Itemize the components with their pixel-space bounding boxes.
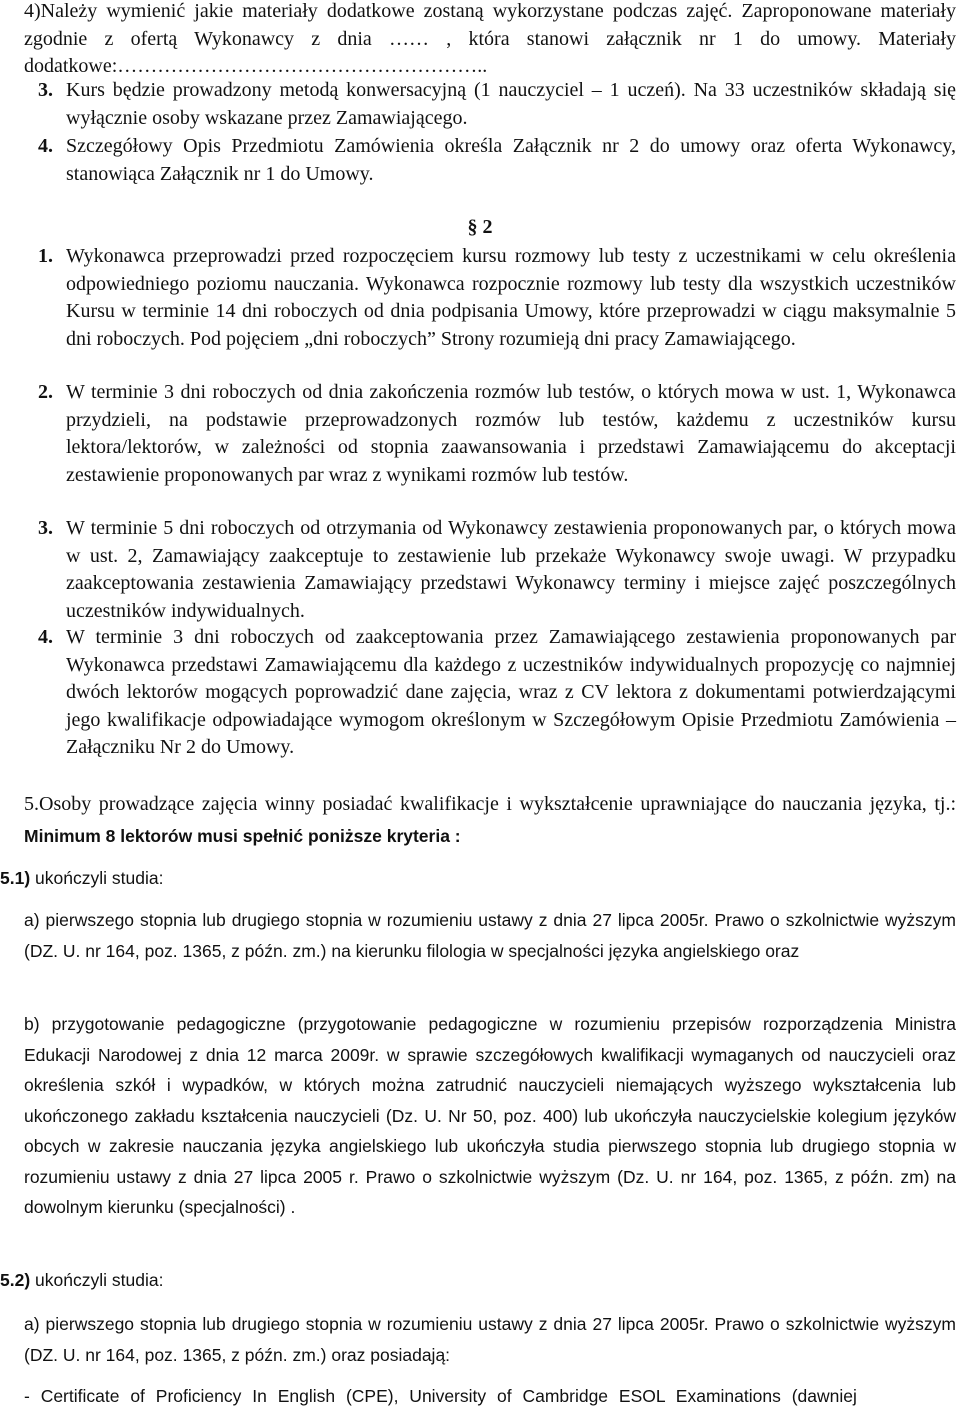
subsection-number: 5.1): [0, 868, 31, 888]
item-text: Osoby prowadzące zajęcia winny posiadać kwalifikacje i wykształcenie uprawniające do nauczania języka, tj.:: [39, 793, 956, 815]
subsection-5-1-heading: [0, 863, 163, 894]
item-number: 1.: [38, 245, 53, 267]
subsection-5-2-a: a) pierwszego stopnia lub drugiego stopnia w rozumieniu ustawy z dnia 27 lipca 2005r. Prawo o szkolnictwie wyższym (DZ. U. nr 164, poz. 1365, z późn. zm.) oraz posiadają:: [24, 1314, 956, 1365]
item-number: 4.: [38, 626, 53, 648]
subsection-label: ukończyli studia:: [35, 868, 164, 888]
subsection-label: ukończyli studia:: [35, 1270, 164, 1290]
materials-paragraph: 4)Należy wymienić jakie materiały dodatkowe zostaną wykorzystane podczas zajęć. Zaproponowane materiały zgodnie z ofertą Wykonawcy z dnia …… , która stanowi załącznik nr 1 do umowy. Materiały dodatkowe:………………………………………………..: [24, 0, 956, 77]
subsection-5-1-b: b) przygotowanie pedagogiczne (przygotowanie pedagogiczne w rozumieniu przepisów rozporządzenia Ministra Edukacji Narodowej z dnia 12 marca 2009r. w sprawie szczegółowych kwalifikacji wymaganych od nauczycieli oraz określenia szkół i wypadków, w których można zatrudnić nauczycieli niemających wyższego wykształcenia lub ukończonego zakładu kształcenia nauczycieli (Dz. U. Nr 50, poz. 400) lub ukończyła nauczycielskie kolegium języków obcych w zakresie nauczania języka angielskiego lub ukończyła studia pierwszego stopnia lub drugiego stopnia w rozumieniu ustawy z dnia 27 lipca 2005 r. Prawo o szkolnictwie wyższym (Dz. U. nr 164, poz. 1365, z późn. zm) na dowolnym kierunku (specjalności) .: [24, 1014, 956, 1217]
point-number: 3.: [38, 79, 53, 101]
item-number: 5.: [24, 793, 39, 815]
item-text: W terminie 3 dni roboczych od zaakceptowania przez Zamawiającego zestawienia proponowanych par Wykonawca przedstawi Zamawiającemu dla każdego z uczestników indywidualnych propozycję co najmniej dwóch lektorów mogących poprowadzić dane zajęcia, wraz z CV lektora z dokumentami potwierdzającymi jego kwalifikacje odpowiadające wymogom określonym w Szczegółowym Opisie Przedmiotu Zamówienia – Załączniku Nr 2 do Umowy.: [66, 626, 956, 758]
item-number: 3.: [38, 517, 53, 539]
certificate-line: - Certificate of Proficiency In English (CPE), University of Cambridge ESOL Examinations (dawniej: [24, 1386, 857, 1406]
item-3: [24, 515, 956, 625]
point-3: [24, 77, 956, 132]
item-2: [24, 379, 956, 489]
item-text: Wykonawca przeprowadzi przed rozpoczęciem kursu rozmowy lub testy z uczestnikami w celu określenia odpowiedniego poziomu nauczania. Wykonawca rozpocznie rozmowy lub testy dla wszystkich uczestników Kursu w terminie 14 dni roboczych od dnia podpisania Umowy, które przeprowadzi w ciągu maksymalnie 5 dni roboczych. Pod pojęciem „dni roboczych” Strony rozumieją dni pracy Zamawiającego.: [66, 245, 956, 350]
subsection-5-2-heading: [0, 1265, 163, 1296]
point-4: [24, 133, 956, 188]
point-number: 4.: [38, 135, 53, 157]
item-text: W terminie 5 dni roboczych od otrzymania od Wykonawcy zestawienia proponowanych par, o których mowa w ust. 2, Zamawiający zaakceptuje to zestawienie lub przekaże Wykonawcy swoje uwagi. W przypadku zaakceptowania zestawienia Zamawiający przedstawi Wykonawcy terminy i miejsce zajęć poszczególnych uczestników indywidualnych.: [66, 517, 956, 622]
item-5: [24, 788, 956, 852]
item-1: [24, 243, 956, 353]
subsection-5-1-a: a) pierwszego stopnia lub drugiego stopnia w rozumieniu ustawy z dnia 27 lipca 2005r. Prawo o szkolnictwie wyższym (DZ. U. nr 164, poz. 1365, z późn. zm.) na kierunku filologia w specjalności języka angielskiego oraz: [24, 910, 956, 961]
item-text: W terminie 3 dni roboczych od dnia zakończenia rozmów lub testów, o których mowa w ust. 1, Wykonawca przydzieli, na podstawie przeprowadzonych rozmów lub testów, każdemu z uczestników kursu lektora/lektorów, w zależności od stopnia zaawansowania i przedstawi Zamawiającemu do akceptacji zestawienie proponowanych par wraz z wynikami rozmów lub testów.: [66, 381, 956, 486]
item-4: [24, 624, 956, 762]
item-5-bold-requirement: Minimum 8 lektorów musi spełnić poniższe kryteria :: [24, 826, 461, 846]
subsection-number: 5.2): [0, 1270, 31, 1290]
point-text: Kurs będzie prowadzony metodą konwersacyjną (1 nauczyciel – 1 uczeń). Na 33 uczestników składają się wyłącznie osoby wskazane przez Zamawiającego.: [66, 79, 956, 129]
point-text: Szczegółowy Opis Przedmiotu Zamówienia określa Załącznik nr 2 do umowy oraz oferta Wykonawcy, stanowiąca Załącznik nr 1 do Umowy.: [66, 135, 956, 185]
item-number: 2.: [38, 381, 53, 403]
section-title: § 2: [467, 216, 493, 238]
